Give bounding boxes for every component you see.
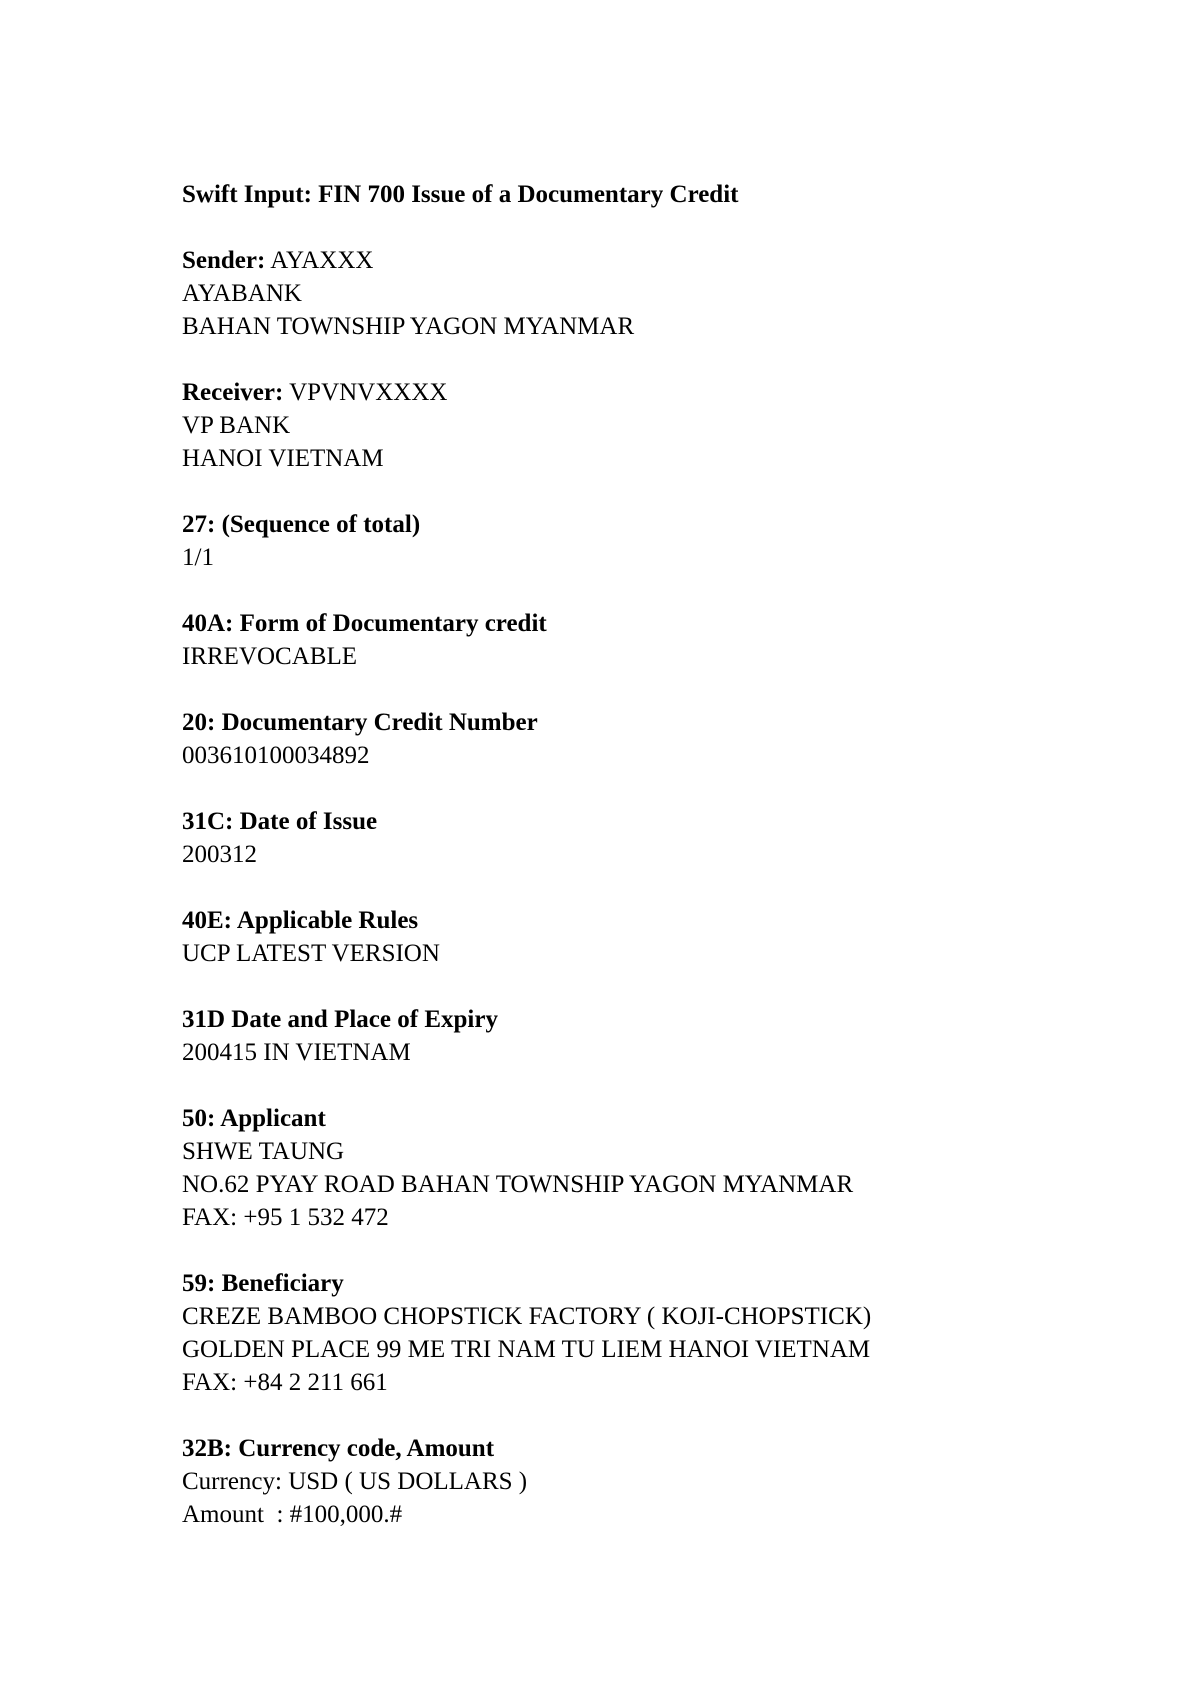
currency-line: Currency: USD ( US DOLLARS ): [182, 1468, 528, 1495]
field-sequence-of-total: [182, 508, 1142, 574]
applicant-address: NO.62 PYAY ROAD BAHAN TOWNSHIP YAGON MYANMAR: [182, 1171, 854, 1198]
field-label: 59: Beneficiary: [182, 1270, 344, 1297]
beneficiary-fax: FAX: +84 2 211 661: [182, 1369, 388, 1396]
field-date-of-issue: [182, 805, 1142, 871]
field-value: IRREVOCABLE: [182, 643, 357, 670]
field-label: 31C: Date of Issue: [182, 808, 378, 835]
receiver-label: Receiver:: [182, 379, 284, 406]
field-label: 20: Documentary Credit Number: [182, 709, 538, 736]
sender-label: Sender:: [182, 247, 266, 274]
field-form-of-credit: [182, 607, 1142, 673]
field-value: 200312: [182, 841, 257, 868]
beneficiary-address: GOLDEN PLACE 99 ME TRI NAM TU LIEM HANOI VIETNAM: [182, 1336, 871, 1363]
field-value: 1/1: [182, 544, 214, 571]
sender-address: BAHAN TOWNSHIP YAGON MYANMAR: [182, 313, 635, 340]
field-label: 40A: Form of Documentary credit: [182, 610, 547, 637]
applicant-name: SHWE TAUNG: [182, 1138, 345, 1165]
applicant-fax: FAX: +95 1 532 472: [182, 1204, 389, 1231]
receiver-code: VPVNVXXXX: [283, 379, 448, 406]
beneficiary-name: CREZE BAMBOO CHOPSTICK FACTORY ( KOJI-CHOPSTICK): [182, 1303, 872, 1330]
receiver-block: [182, 376, 1142, 475]
field-value: UCP LATEST VERSION: [182, 940, 440, 967]
swift-message: [182, 178, 1142, 1564]
field-applicable-rules: [182, 904, 1142, 970]
sender-bank-name: AYABANK: [182, 280, 302, 307]
field-label: 31D Date and Place of Expiry: [182, 1006, 498, 1033]
field-label: 32B: Currency code, Amount: [182, 1435, 495, 1462]
field-credit-number: [182, 706, 1142, 772]
field-value: 200415 IN VIETNAM: [182, 1039, 411, 1066]
receiver-line: [182, 376, 1142, 409]
receiver-bank-name: VP BANK: [182, 412, 291, 439]
sender-line: [182, 244, 1142, 277]
field-label: 27: (Sequence of total): [182, 511, 421, 538]
field-currency-amount: [182, 1432, 1142, 1531]
field-expiry: [182, 1003, 1142, 1069]
document-title: Swift Input: FIN 700 Issue of a Documentary Credit: [182, 181, 739, 208]
receiver-address: HANOI VIETNAM: [182, 445, 384, 472]
field-label: 50: Applicant: [182, 1105, 326, 1132]
sender-code: AYAXXX: [265, 247, 374, 274]
field-label: 40E: Applicable Rules: [182, 907, 419, 934]
field-beneficiary: [182, 1267, 1142, 1399]
field-value: 003610100034892: [182, 742, 370, 769]
sender-block: [182, 244, 1142, 343]
field-applicant: [182, 1102, 1142, 1234]
amount-line: Amount : #100,000.#: [182, 1501, 403, 1528]
